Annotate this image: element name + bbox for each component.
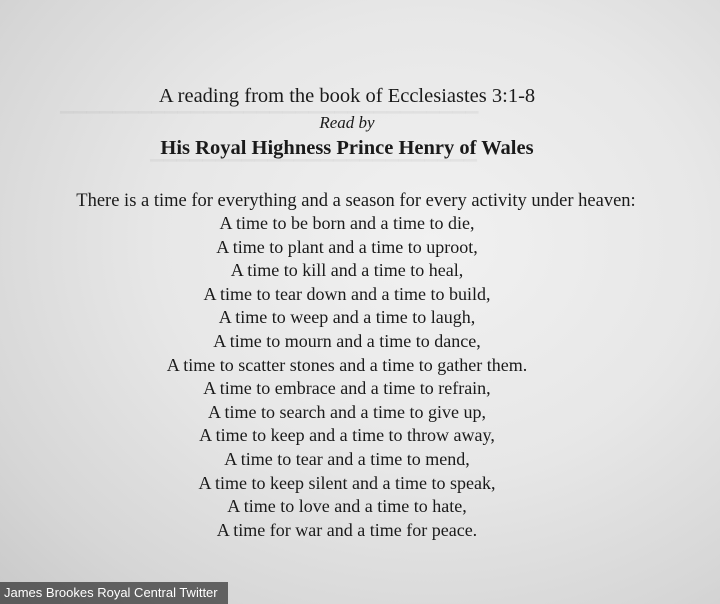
verse-line: A time to kill and a time to heal, xyxy=(230,260,464,281)
verse-line: A time to weep and a time to laugh, xyxy=(218,307,476,328)
verse-line: A time to tear down and a time to build, xyxy=(203,283,491,304)
verse-line: A time for war and a time for peace. xyxy=(216,519,478,540)
verse-line: A time to scatter stones and a time to gather them. xyxy=(166,354,528,375)
verse-line: A time to keep and a time to throw away, xyxy=(199,425,495,446)
verse-line: A time to plant and a time to uproot, xyxy=(216,236,478,257)
photo-credit-watermark: James Brookes Royal Central Twitter xyxy=(0,582,228,604)
show-through-text-2 xyxy=(150,160,477,180)
verse-list xyxy=(0,212,694,542)
verse-line: A time to search and a time to give up, xyxy=(208,401,486,422)
verse-line: A time to mourn and a time to dance, xyxy=(213,330,481,351)
read-by-label: Read by xyxy=(319,113,375,132)
verse-line: A time to be born and a time to die, xyxy=(219,213,475,233)
reading-heading: A reading from the book of Ecclesiastes 3:1-8 xyxy=(158,85,536,107)
reading-intro-line: There is a time for everything and a season for every activity under heaven: xyxy=(76,191,636,211)
verse-line: A time to embrace and a time to refrain, xyxy=(203,378,491,399)
verse-line: A time to keep silent and a time to speak, xyxy=(198,472,496,493)
verse-line: A time to tear and a time to mend, xyxy=(224,448,470,469)
verse-line: A time to love and a time to hate, xyxy=(227,496,467,517)
reader-name: His Royal Highness Prince Henry of Wales xyxy=(160,137,534,159)
